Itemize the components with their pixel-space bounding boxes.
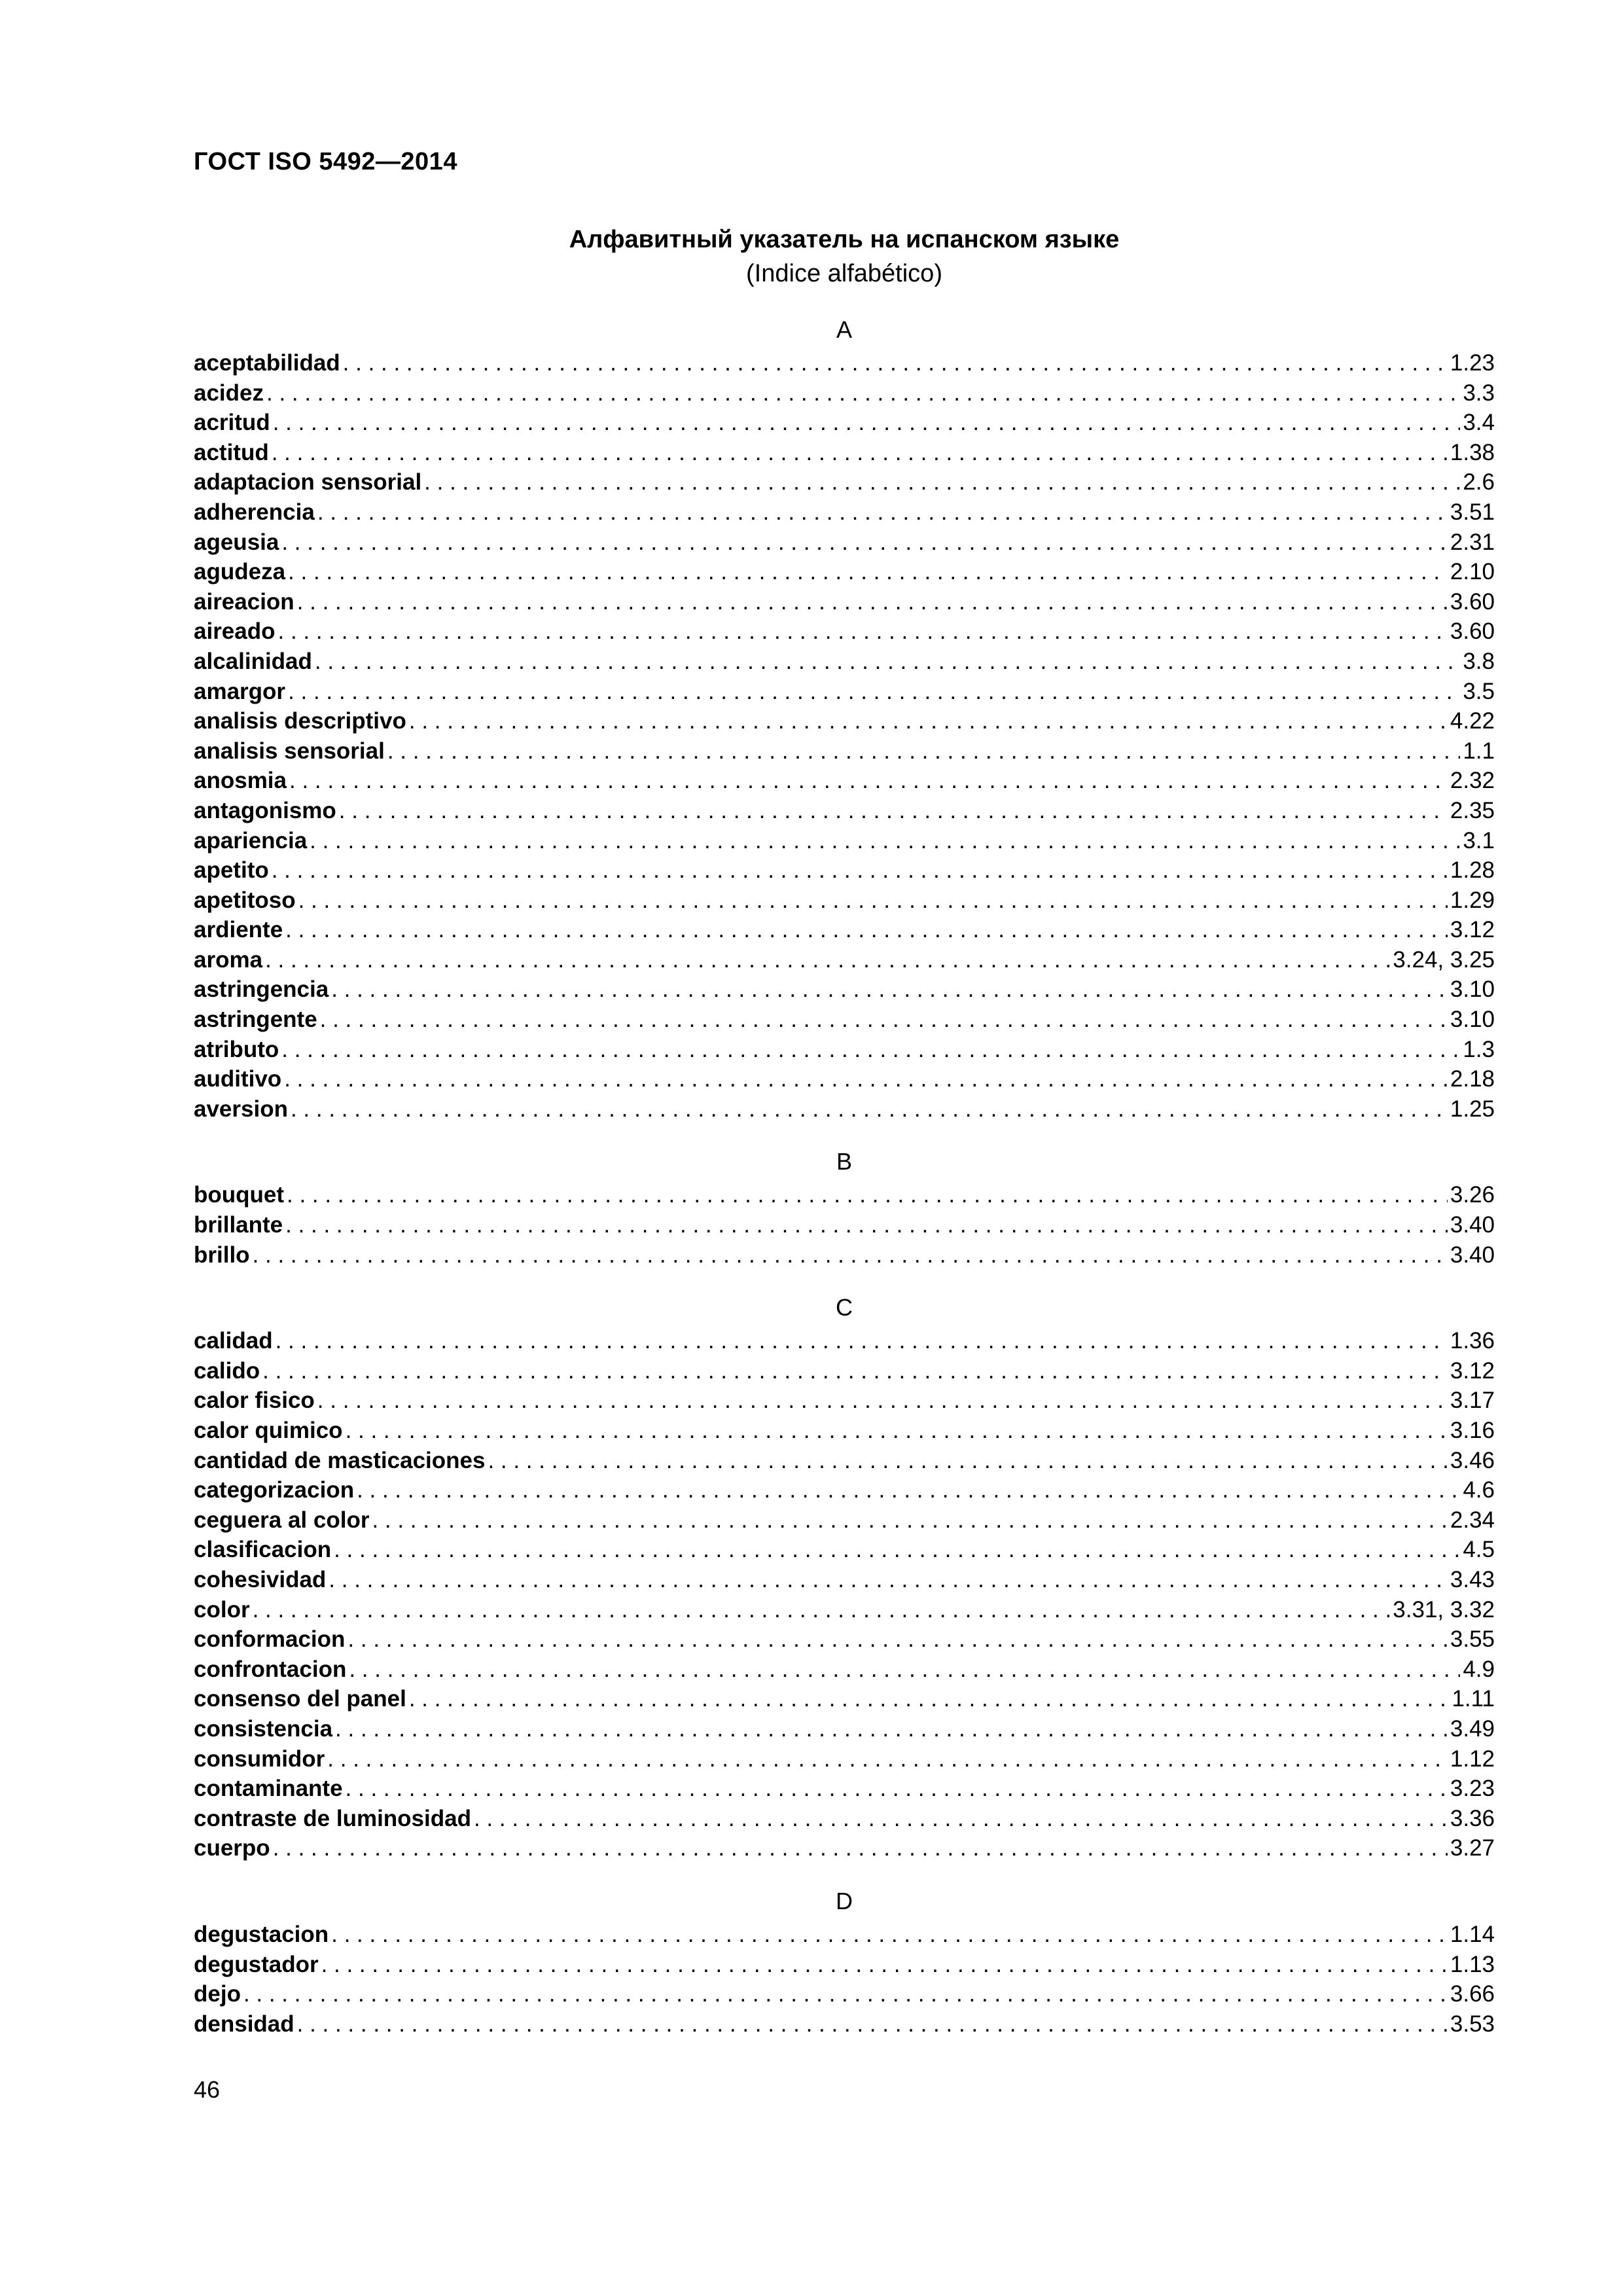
entry-term: calor quimico: [194, 1418, 343, 1443]
entry-reference: 1.28: [1450, 857, 1495, 884]
index-title: Алфавитный указатель на испанском языке: [569, 226, 1120, 253]
entry-term: brillo: [194, 1242, 250, 1268]
entry-reference: 2.18: [1450, 1066, 1495, 1092]
dot-leader: [339, 796, 1448, 826]
entry-reference: 3.51: [1450, 499, 1495, 525]
index-entry: [194, 557, 1495, 587]
index-subtitle: (Indice alfabético): [746, 260, 942, 287]
entry-reference: 1.23: [1450, 350, 1495, 376]
index-entry: [194, 1240, 1495, 1270]
entry-reference: 4.6: [1463, 1477, 1495, 1503]
entry-term: actitud: [194, 439, 269, 465]
dot-leader: [346, 1774, 1448, 1804]
entry-reference: 3.26: [1450, 1182, 1495, 1208]
entry-term: aroma: [194, 946, 263, 973]
page-number: 46: [194, 2076, 221, 2103]
entry-term: consumidor: [194, 1746, 325, 1772]
entry-reference: 2.6: [1463, 469, 1495, 495]
entry-term: cuerpo: [194, 1835, 270, 1861]
entry-term: ageusia: [194, 529, 279, 555]
dot-leader: [297, 2009, 1448, 2039]
dot-leader: [262, 1356, 1448, 1386]
entry-term: color: [194, 1596, 250, 1623]
title-block: [194, 223, 1495, 291]
entry-reference: 3.5: [1463, 678, 1495, 704]
dot-leader: [331, 1920, 1448, 1950]
entry-term: confrontacion: [194, 1656, 347, 1682]
entry-term: degustador: [194, 1951, 319, 1977]
entry-reference: 3.17: [1450, 1388, 1495, 1414]
entry-reference: 2.35: [1450, 797, 1495, 823]
entry-reference: 3.1: [1463, 827, 1495, 853]
section-letter: D: [836, 1887, 853, 1914]
entry-term: calor fisico: [194, 1388, 315, 1414]
index-entry: [194, 1979, 1495, 2009]
dot-leader: [285, 915, 1448, 945]
index-section: [194, 1289, 1495, 1863]
index-entry: [194, 348, 1495, 378]
entry-reference: 3.10: [1450, 1007, 1495, 1033]
entry-term: aireado: [194, 619, 276, 645]
index-entry: [194, 617, 1495, 647]
entry-term: cantidad de masticaciones: [194, 1447, 486, 1473]
dot-leader: [317, 1386, 1448, 1416]
index-entry: [194, 1950, 1495, 1980]
index-entry: [194, 2009, 1495, 2039]
entry-term: apariencia: [194, 827, 308, 853]
index-entry: [194, 1446, 1495, 1476]
index-entry: [194, 1064, 1495, 1094]
index-entry: [194, 855, 1495, 886]
entry-reference: 1.12: [1450, 1746, 1495, 1772]
section-letter: C: [836, 1294, 853, 1321]
entry-term: apetitoso: [194, 887, 296, 913]
entry-term: auditivo: [194, 1066, 282, 1092]
entry-term: astringente: [194, 1007, 317, 1033]
dot-leader: [287, 1180, 1448, 1210]
entry-reference: 4.9: [1463, 1656, 1495, 1682]
index-entry: [194, 1774, 1495, 1804]
entry-reference: 1.1: [1463, 738, 1495, 764]
dot-leader: [387, 736, 1461, 766]
index-entry: [194, 677, 1495, 707]
entry-reference: 4.22: [1450, 708, 1495, 734]
entry-term: ceguera al color: [194, 1507, 370, 1533]
index-entry: [194, 1595, 1495, 1625]
entry-term: acritud: [194, 410, 270, 436]
entry-reference: 3.53: [1450, 2011, 1495, 2037]
entry-term: anosmia: [194, 768, 287, 794]
entry-reference: 1.14: [1450, 1921, 1495, 1947]
index-entry: [194, 915, 1495, 945]
entry-term: atributo: [194, 1036, 279, 1062]
entry-reference: 3.24, 3.25: [1393, 946, 1495, 973]
entry-reference: 1.11: [1452, 1686, 1495, 1712]
index-entry: [194, 1833, 1495, 1863]
entry-term: antagonismo: [194, 797, 336, 823]
dot-leader: [424, 467, 1460, 497]
dot-leader: [331, 975, 1448, 1005]
entry-term: alcalinidad: [194, 648, 312, 674]
dot-leader: [335, 1714, 1448, 1744]
document-code-header: ГОСТ ISO 5492—2014: [194, 148, 457, 175]
dot-leader: [272, 438, 1448, 468]
dot-leader: [281, 1035, 1460, 1065]
entry-term: contaminante: [194, 1776, 343, 1802]
entry-reference: 3.49: [1450, 1715, 1495, 1742]
entry-reference: 3.40: [1450, 1212, 1495, 1238]
index-entry: [194, 1005, 1495, 1035]
index-section: [194, 1143, 1495, 1270]
entry-reference: 3.12: [1450, 1357, 1495, 1384]
entry-term: amargor: [194, 678, 286, 704]
entry-term: aversion: [194, 1096, 288, 1122]
dot-leader: [243, 1979, 1448, 2009]
entry-reference: 3.40: [1450, 1242, 1495, 1268]
index-entry: [194, 1210, 1495, 1240]
dot-leader: [281, 528, 1448, 558]
dot-leader: [409, 1684, 1450, 1714]
dot-leader: [291, 1094, 1448, 1124]
entry-reference: 3.31, 3.32: [1393, 1596, 1495, 1623]
entry-term: ardiente: [194, 917, 283, 943]
index-entry: [194, 1624, 1495, 1655]
dot-leader: [265, 945, 1390, 975]
dot-leader: [334, 1535, 1460, 1565]
index-entry: [194, 467, 1495, 497]
entry-reference: 3.46: [1450, 1447, 1495, 1473]
entry-reference: 1.29: [1450, 887, 1495, 913]
entry-reference: 3.23: [1450, 1776, 1495, 1802]
alphabetical-index: [194, 312, 1495, 2039]
dot-leader: [488, 1446, 1447, 1476]
entry-term: densidad: [194, 2011, 294, 2037]
index-entry: [194, 587, 1495, 617]
dot-leader: [278, 617, 1448, 647]
dot-leader: [285, 1210, 1448, 1240]
entry-term: acidez: [194, 380, 264, 406]
index-entry: [194, 766, 1495, 796]
index-entry: [194, 1920, 1495, 1950]
index-entry: [194, 1505, 1495, 1535]
dot-leader: [349, 1655, 1460, 1685]
dot-leader: [348, 1624, 1447, 1655]
entry-term: agudeza: [194, 559, 286, 585]
dot-leader: [372, 1505, 1447, 1535]
entry-reference: 2.31: [1450, 529, 1495, 555]
entry-term: adherencia: [194, 499, 315, 525]
entry-term: analisis descriptivo: [194, 708, 406, 734]
index-entry: [194, 497, 1495, 528]
entry-term: contraste de luminosidad: [194, 1805, 471, 1831]
dot-leader: [253, 1595, 1391, 1625]
index-entry: [194, 1535, 1495, 1565]
entry-reference: 2.34: [1450, 1507, 1495, 1533]
dot-leader: [346, 1416, 1448, 1446]
dot-leader: [317, 497, 1448, 528]
entry-term: degustacion: [194, 1921, 329, 1947]
entry-reference: 3.12: [1450, 917, 1495, 943]
section-letter: B: [836, 1148, 852, 1175]
entry-term: calido: [194, 1357, 260, 1384]
entry-reference: 3.27: [1450, 1835, 1495, 1861]
dot-leader: [266, 378, 1460, 408]
entry-term: analisis sensorial: [194, 738, 385, 764]
entry-reference: 3.60: [1450, 619, 1495, 645]
dot-leader: [276, 1326, 1448, 1356]
dot-leader: [284, 1064, 1448, 1094]
index-entry: [194, 378, 1495, 408]
dot-leader: [288, 557, 1448, 587]
index-entry: [194, 528, 1495, 558]
dot-leader: [273, 1833, 1448, 1863]
dot-leader: [289, 766, 1448, 796]
index-entry: [194, 1804, 1495, 1834]
entry-reference: 3.8: [1463, 648, 1495, 674]
entry-reference: 3.60: [1450, 588, 1495, 615]
index-section: [194, 312, 1495, 1124]
entry-reference: 2.10: [1450, 559, 1495, 585]
entry-reference: 3.10: [1450, 977, 1495, 1003]
dot-leader: [288, 677, 1460, 707]
dot-leader: [327, 1744, 1448, 1774]
index-entry: [194, 706, 1495, 736]
entry-term: astringencia: [194, 977, 329, 1003]
entry-reference: 3.55: [1450, 1626, 1495, 1653]
entry-term: aceptabilidad: [194, 350, 340, 376]
dot-leader: [273, 408, 1461, 438]
dot-leader: [315, 647, 1460, 677]
index-entry: [194, 1326, 1495, 1356]
entry-term: bouquet: [194, 1182, 285, 1208]
entry-term: aireacion: [194, 588, 294, 615]
entry-reference: 3.16: [1450, 1418, 1495, 1443]
index-entry: [194, 1714, 1495, 1744]
index-entry: [194, 1744, 1495, 1774]
entry-term: consistencia: [194, 1715, 333, 1742]
index-entry: [194, 408, 1495, 438]
entry-term: calidad: [194, 1328, 273, 1354]
entry-term: clasificacion: [194, 1537, 332, 1563]
index-entry: [194, 1655, 1495, 1685]
index-entry: [194, 1565, 1495, 1595]
entry-reference: 2.32: [1450, 768, 1495, 794]
entry-reference: 1.3: [1463, 1036, 1495, 1062]
dot-leader: [343, 348, 1448, 378]
index-entry: [194, 1475, 1495, 1505]
entry-reference: 3.66: [1450, 1981, 1495, 2007]
index-entry: [194, 1180, 1495, 1210]
entry-term: apetito: [194, 857, 269, 884]
index-entry: [194, 647, 1495, 677]
dot-leader: [474, 1804, 1448, 1834]
entry-term: conformacion: [194, 1626, 346, 1653]
entry-reference: 1.38: [1450, 439, 1495, 465]
dot-leader: [320, 1005, 1448, 1035]
index-entry: [194, 826, 1495, 856]
dot-leader: [329, 1565, 1448, 1595]
index-entry: [194, 1684, 1495, 1714]
entry-term: consenso del panel: [194, 1686, 406, 1712]
entry-term: adaptacion sensorial: [194, 469, 422, 495]
dot-leader: [310, 826, 1460, 856]
entry-term: cohesividad: [194, 1566, 327, 1592]
entry-reference: 1.36: [1450, 1328, 1495, 1354]
dot-leader: [297, 587, 1448, 617]
entry-reference: 3.4: [1463, 410, 1495, 436]
entry-term: brillante: [194, 1212, 283, 1238]
entry-term: categorizacion: [194, 1477, 355, 1503]
dot-leader: [409, 706, 1448, 736]
index-entry: [194, 1416, 1495, 1446]
section-letter: A: [836, 316, 852, 343]
index-entry: [194, 1356, 1495, 1386]
entry-reference: 4.5: [1463, 1537, 1495, 1563]
index-entry: [194, 945, 1495, 975]
entry-reference: 1.25: [1450, 1096, 1495, 1122]
index-entry: [194, 736, 1495, 766]
index-entry: [194, 1094, 1495, 1124]
index-entry: [194, 438, 1495, 468]
dot-leader: [298, 886, 1448, 916]
dot-leader: [321, 1950, 1448, 1980]
entry-reference: 3.3: [1463, 380, 1495, 406]
index-entry: [194, 1386, 1495, 1416]
dot-leader: [253, 1240, 1448, 1270]
dot-leader: [357, 1475, 1460, 1505]
entry-reference: 3.36: [1450, 1805, 1495, 1831]
index-entry: [194, 1035, 1495, 1065]
dot-leader: [272, 855, 1448, 886]
index-entry: [194, 796, 1495, 826]
index-entry: [194, 975, 1495, 1005]
entry-reference: 1.13: [1450, 1951, 1495, 1977]
entry-reference: 3.43: [1450, 1566, 1495, 1592]
entry-term: dejo: [194, 1981, 241, 2007]
index-section: [194, 1883, 1495, 2039]
index-entry: [194, 886, 1495, 916]
